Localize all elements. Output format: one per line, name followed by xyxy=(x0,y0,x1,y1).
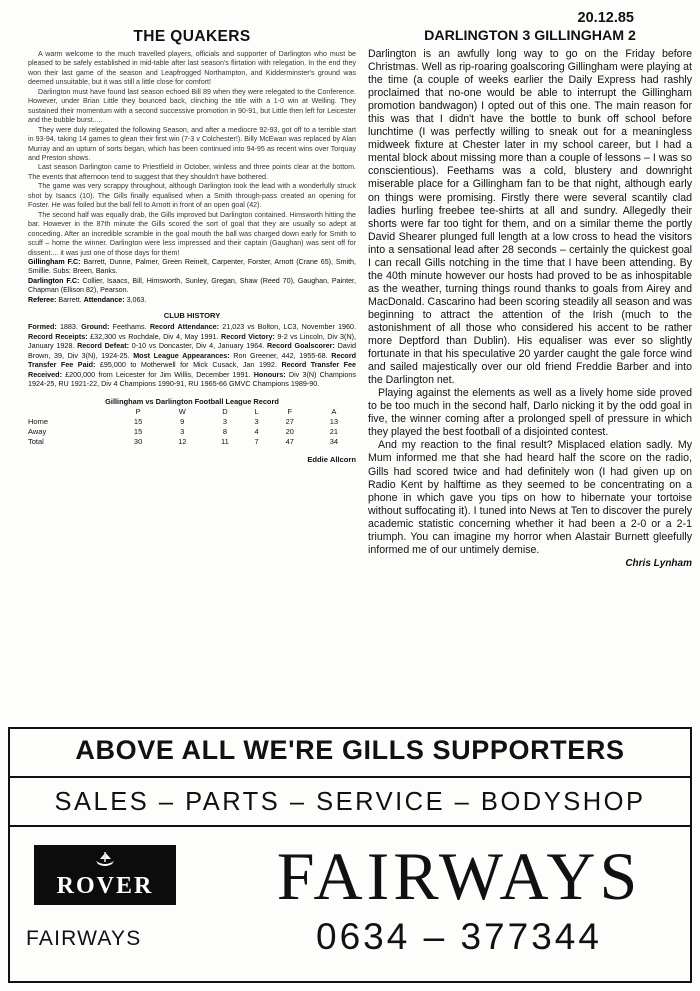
table-cell: 7 xyxy=(254,436,259,446)
history-value: 9-2 vs Lincoln, Div 3(N), January 1928. xyxy=(28,331,357,351)
history-label: Record Transfer Fee Received: xyxy=(28,360,357,379)
match-report-body xyxy=(368,48,692,557)
table-header: D xyxy=(222,406,228,416)
history-value: 21,023 vs Bolton, LC3, November 1960. xyxy=(222,322,357,332)
match-officials xyxy=(28,296,356,305)
history-label: Honours: xyxy=(253,369,286,379)
history-value: £32,300 vs Rochdale, Div 4, May 1991. xyxy=(90,331,219,341)
table-cell: 47 xyxy=(285,436,294,446)
history-label: Record Goalscorer: xyxy=(266,341,335,351)
team-label: Darlington F.C: xyxy=(28,276,80,285)
paragraph: Darlington is an awfully long way to go on the Friday before Christmas. Well as rip-roaring goalscoring Gillingham were playing at the time (a couple of weeks earlier the Daily Express had rashly proclaimed that no-one would be able to interrupt the Gillingham promotion bandwagon) I opted out of this one. The main reason for this was that I didn't have the bottle to bunk off school before lunchtime (I was perfectly willing to sneak out for a meaningless midweek fixture at Chester later in my school career, but I had a mental block about missing more than a couple of lessons – I was so conscientious). Feethams was a cold, blustery and downright miserable place for a Gillingham fan to be that night, although early on things were promising. Firstly there were several scantily clad ladies hurling freebee tee-shirts at all and sundry. Allegedly their shorts were far too tight for them, and on a similar theme the portly David Shearer plunged full length at a low cross to head the visitors into a sensational lead after 28 seconds – certainly the quickest goal I can recall Gills notching in the time that I have been attending. By the 40th minute however our hosts had proved to be as inhospitable as the weather, turning things round thanks to goals from Airey and MacDonald. Cascarino had been scoring steadily all season and was beginning to attract the attention of the Irish (much to the astonishment of all those who considered his accent to be rather more Deptford than Dublin). His equaliser was ever so slightly fortunate in that his speculative 20 yarder caught the gale force wind and sailed majestically over our old friend Freddie Barber and into the Darlington net. xyxy=(368,48,692,387)
table-cell: 34 xyxy=(329,436,339,446)
club-history-title: CLUB HISTORY xyxy=(163,311,221,321)
author-byline: Chris Lynham xyxy=(625,557,692,569)
divider xyxy=(10,825,690,827)
history-value: Feethams. xyxy=(112,322,147,332)
rover-brand-name: ROVER xyxy=(56,873,154,899)
history-label: Formed: xyxy=(28,322,57,332)
table-cell: 11 xyxy=(221,436,229,446)
table-cell: 9 xyxy=(180,416,185,426)
league-record-table xyxy=(28,407,356,447)
table-cell: 3 xyxy=(222,416,228,426)
club-history xyxy=(28,322,356,389)
quakers-article-body xyxy=(28,50,356,305)
table-header-row xyxy=(28,407,356,417)
rover-logo xyxy=(34,845,176,905)
history-label: Ground: xyxy=(81,322,110,332)
history-value: Ron Greener, 442, 1955-68. xyxy=(233,350,328,360)
paragraph: And my reaction to the final result? Misplaced elation sadly. My Mum informed me that she had heard half the score on the radio, Gills had scored twice and had definitely won (I had given up on Radio Kent by halftime as they seemed to be concentrating on a phone in which gave you tips on how to hibernate your tortoise without suffocating it). I tuned into News at Ten to discover the purely academic statistic concerning whether it had been a 2-0 or a 2-1 triumph. You can imagine my horror when Alastair Burnett gleefully informed me of our untimely demise. xyxy=(368,439,692,556)
paragraph: They were duly relegated the following Season, and after a mediocre 92-93, got off to a terrible start in 93-94, taking 14 games to glean their first win (7-3 v Colchester!). Billy McEwan was replaced by Alan Murray and an upturn of sorts began, which has been continued into 94-95 as recent wins over Torquay and Preston shows. xyxy=(28,125,356,162)
table-cell: 13 xyxy=(329,416,339,426)
dealer-phone: 0634 – 377344 xyxy=(316,916,602,957)
author-byline: Eddie Allcorn xyxy=(307,454,356,464)
attendance-label: Attendance: xyxy=(83,295,125,304)
table-cell: 4 xyxy=(254,426,259,436)
row-label: Home xyxy=(28,416,49,426)
history-label: Record Victory: xyxy=(221,331,275,341)
paragraph: Playing against the elements as well as a lively home side proved to be too much in the second half, Darlo nicking it by the odd goal in five, the winner coming after a prolonged spell of pressure in which they played the best football of a disjointed contest. xyxy=(368,387,692,439)
rover-longship-emblem-icon xyxy=(94,851,116,868)
advert-headline: ABOVE ALL WE'RE GILLS SUPPORTERS xyxy=(75,735,625,765)
history-label: Record Attendance: xyxy=(149,322,220,332)
attendance-value: 3,063. xyxy=(126,295,147,304)
paragraph: Darlington must have found last season echoed Bill 89 when they were relegated to the Conference. However, under Brian Little they bounced back, clinching the title with a 1-0 win at Welling. They sustained their momentum with a second successive promotion in 90-91, but Little then left for Leicester and the bubble burst..... xyxy=(28,87,356,125)
table-cell: 3 xyxy=(180,426,185,436)
paragraph: The game was very scrappy throughout, although Darlington took the lead with a wonderfully struck shot by Isaacs (10). The Gills finally equalised when a Smith through-pass created an opening for Foster. He was foiled but the ball fell to Arnott in front of an open goal (42). xyxy=(28,182,356,210)
team-label: Gillingham F.C: xyxy=(28,257,81,266)
referee-label: Referee: xyxy=(28,295,57,304)
team-players: Collier, Isaacs, Bill, Himsworth, Sunley, Gregan, Shaw (Reed 70), Gaughan, Painter, Chapman (Ellison 82), Pearson. xyxy=(28,276,356,295)
paragraph: Last season Darlington came to Priestfield in October, winless and three points clear at the bottom. The events that afternoon tend to suggest that they shouldn't have bothered. xyxy=(28,163,356,181)
history-label: Record Receipts: xyxy=(28,331,88,341)
table-cell: 12 xyxy=(178,436,187,446)
table-cell: 21 xyxy=(329,426,339,436)
dealer-name-small: FAIRWAYS xyxy=(26,927,142,950)
table-cell: 30 xyxy=(133,436,143,446)
history-value: £200,000 from Leicester for Jim Willis, December 1991. xyxy=(65,369,251,379)
table-row xyxy=(28,427,356,437)
table-header: P xyxy=(135,406,141,416)
match-date: 20.12.85 xyxy=(577,10,634,26)
history-value: £95,000 to Motherwell for Mick Cusack, Jan 1992. xyxy=(99,360,277,370)
article-title-quakers: THE QUAKERS xyxy=(133,28,251,45)
paragraph: The second half was equally drab, the Gills improved but Darlington contained. Himsworth hitting the bar. However in the 87th minute the Gills scored the sort of goal that they are usually so adept at conceding. After an incredible scramble in the goal mouth the ball was charged down early for Smith to scuff – home the winner. Darlington were less impressed and their captain (Gaughan) was sent off for dissent.... it was just one of those days for them! xyxy=(28,210,356,257)
table-header-empty xyxy=(28,407,116,417)
advert-services: SALES – PARTS – SERVICE – BODYSHOP xyxy=(54,788,646,816)
table-row xyxy=(28,437,356,447)
fairways-advert xyxy=(8,727,692,983)
table-header: L xyxy=(254,406,259,416)
history-value: 0-10 vs Doncaster, Div 4, January 1964. xyxy=(131,341,265,351)
history-label: Record Defeat: xyxy=(77,341,129,351)
row-label: Away xyxy=(28,426,47,436)
team-lineup-darlington xyxy=(28,277,356,296)
table-cell: 20 xyxy=(285,426,294,436)
left-column xyxy=(28,10,356,464)
history-label: Most League Appearances: xyxy=(133,350,230,360)
right-column xyxy=(368,10,692,569)
team-players: Barrett, Dunne, Palmer, Green Reinelt, Carpenter, Forster, Arnott (Crane 65), Smith, Smillie. Subs: Breen, Banks. xyxy=(28,257,356,276)
table-cell: 15 xyxy=(133,426,143,436)
table-header: A xyxy=(331,406,337,416)
table-cell: 15 xyxy=(133,416,143,426)
paragraph: A warm welcome to the much travelled players, officials and supporter of Darlington who must be pleased to be safely established in mid-table after last season's flirtation with relegation. In the end they won their last game of the season and Leapfrogged Northampton, and Kidderminster's ground was deemed unsuitable, but it was still a little close for comfort! xyxy=(28,50,356,87)
dealer-name: FAIRWAYS xyxy=(276,838,642,914)
club-history-text xyxy=(28,322,356,389)
table-cell: 3 xyxy=(254,416,259,426)
history-value: 1883. xyxy=(59,322,78,332)
history-value: David Brown, 39, Div 3(N), 1924-25. xyxy=(28,341,356,360)
team-lineup-gillingham xyxy=(28,258,356,277)
history-value: Div 3(N) Champions 1924-25, RU 1921-22, Div 4 Champions 1990-91, RU 1965-66 GMVC Champions 1989-90. xyxy=(28,369,356,389)
table-row xyxy=(28,417,356,427)
referee-name: Barrett. xyxy=(58,295,82,304)
league-record-title: Gillingham vs Darlington Football League Record xyxy=(105,396,279,406)
divider xyxy=(10,776,690,778)
table-cell: 27 xyxy=(285,416,294,426)
table-header: W xyxy=(178,406,186,416)
row-label: Total xyxy=(28,436,44,446)
match-headline: DARLINGTON 3 GILLINGHAM 2 xyxy=(424,28,636,44)
table-header: F xyxy=(287,406,293,416)
history-label: Record Transfer Fee Paid: xyxy=(28,350,357,370)
table-cell: 8 xyxy=(222,426,228,436)
